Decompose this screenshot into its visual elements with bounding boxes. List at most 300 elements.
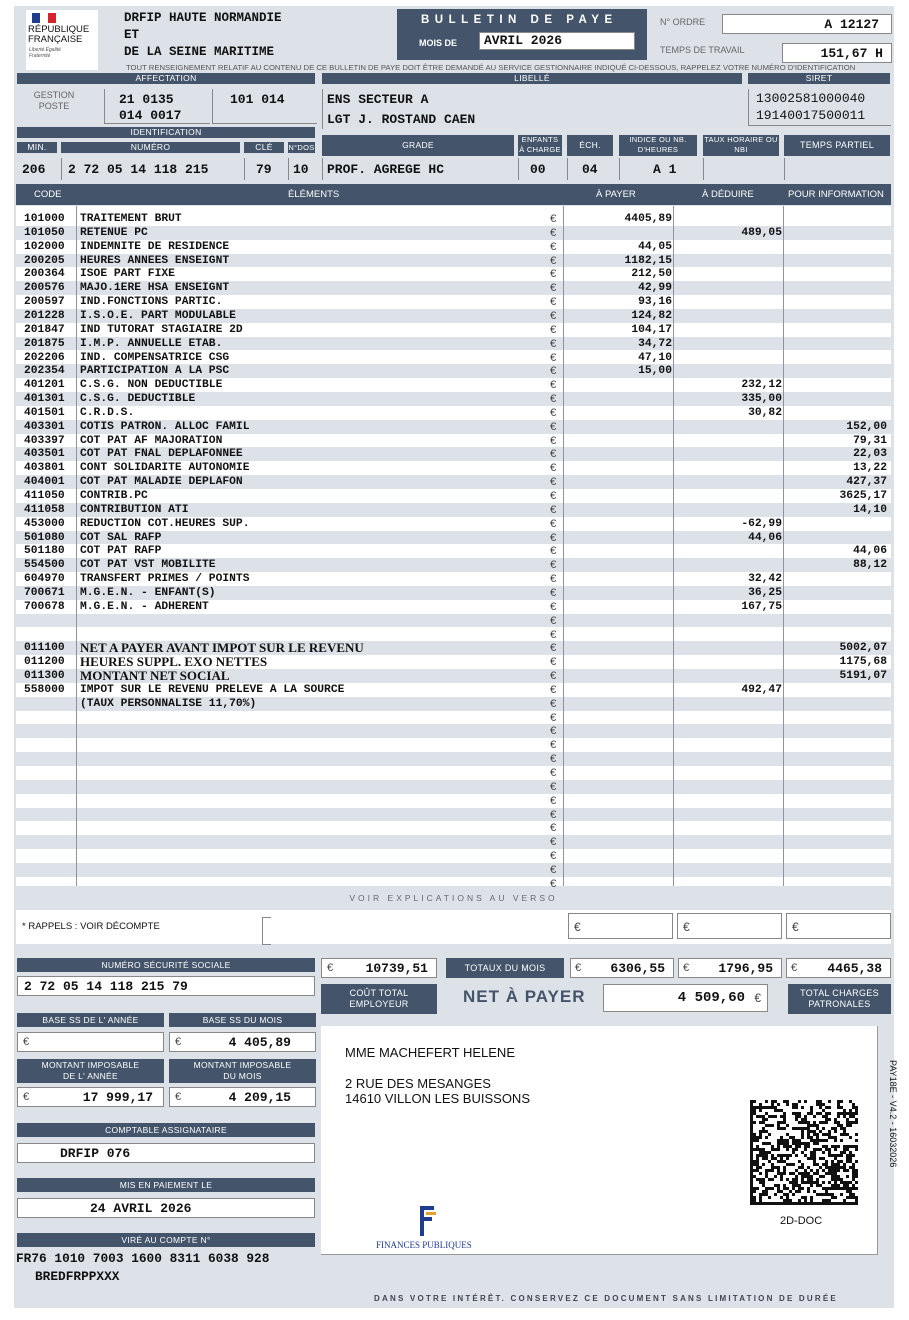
euro-sign: € [550, 282, 557, 295]
row-code: 201875 [24, 337, 65, 350]
row-payer: 1182,15 [624, 254, 672, 267]
col-line-3 [673, 206, 674, 886]
row-label: TRANSFERT PRIMES / POINTS [80, 573, 250, 586]
header-payer: À PAYER [596, 189, 636, 200]
2d-doc-label: 2D-DOC [780, 1215, 823, 1227]
euro-sign: € [327, 962, 334, 974]
euro-sign: € [550, 767, 557, 779]
euro-sign: € [550, 850, 557, 863]
table-row [16, 392, 891, 406]
row-payer: 34,72 [638, 337, 672, 350]
row-info: 5002,07 [839, 642, 887, 655]
table-row [16, 226, 891, 240]
euro-sign: € [550, 822, 557, 835]
euro-sign: € [550, 573, 557, 586]
org-line3: DE LA SEINE MARITIME [124, 45, 275, 59]
euro-sign: € [23, 1036, 30, 1048]
finances-logo-text: FINANCES PUBLIQUES [376, 1240, 472, 1250]
paiement-header: MIS EN PAIEMENT LE [17, 1178, 315, 1192]
table-row [16, 835, 891, 849]
id-sep-1 [61, 158, 62, 180]
row-payer: 15,00 [638, 365, 672, 378]
table-row [16, 821, 891, 835]
row-label: C.S.G. NON DEDUCTIBLE [80, 379, 223, 392]
2d-doc-barcode [750, 1100, 858, 1206]
euro-sign: € [550, 683, 557, 696]
imposable-mois-value: 4 209,15 [228, 1090, 291, 1105]
euro-sign: € [550, 877, 557, 890]
address-line1: 2 RUE DES MESANGES [345, 1076, 491, 1091]
row-code: 011300 [24, 670, 65, 683]
ordre-label: N° ORDRE [660, 17, 706, 27]
row-code: 200576 [24, 282, 65, 295]
table-row [16, 364, 891, 378]
euro-sign: € [574, 920, 581, 934]
affectation-header: AFFECTATION [17, 73, 315, 84]
row-code: 202354 [24, 365, 65, 378]
euro-sign: € [550, 476, 557, 489]
republique-logo [26, 10, 98, 70]
libelle-line2: LGT J. ROSTAND CAEN [327, 112, 476, 127]
bic-value: BREDFRPPXXX [35, 1269, 120, 1284]
row-label: HEURES ANNEES ENSEIGNT [80, 254, 230, 267]
row-code: 201847 [24, 323, 65, 336]
total-charges-label: TOTAL CHARGES PATRONALES [788, 984, 891, 1014]
euro-sign: € [175, 1036, 182, 1048]
euro-sign: € [550, 600, 557, 613]
affectation-code-3: 101 014 [230, 92, 285, 107]
logo-motto: Liberté Égalité Fraternité [29, 47, 61, 59]
euro-sign: € [550, 642, 557, 655]
euro-sign: € [550, 351, 557, 364]
cle-value: 79 [256, 162, 272, 177]
row-code: 403397 [24, 434, 65, 447]
finances-f-icon [412, 1204, 438, 1238]
enfants-header: ENFANTS À CHARGE [519, 135, 561, 154]
euro-sign: € [550, 531, 557, 544]
row-label: I.M.P. ANNUELLE ETAB. [80, 337, 223, 350]
row-code: 401301 [24, 393, 65, 406]
total-deduire-value: 1796,95 [718, 961, 773, 976]
notice-text: TOUT RENSEIGNEMENT RELATIF AU CONTENU DE CE BULLETIN DE PAYE DOIT ÊTRE DEMANDÉ AU SERVICE GESTIONNAIRE INDIQUÉ CI-DESSOUS, RAPPELEZ VOTRE NUMÉRO D'IDENTIFICATION [126, 63, 856, 72]
euro-sign: € [550, 656, 557, 669]
libelle-line1: ENS SECTEUR A [327, 92, 429, 107]
table-row [16, 295, 891, 309]
indice-header: INDICE OU NB. D'HEURES [619, 135, 697, 156]
euro-sign: € [550, 226, 557, 239]
table-row [16, 655, 891, 669]
row-info: 79,31 [853, 434, 887, 447]
row-code: 201228 [24, 309, 65, 322]
row-label: IMPOT SUR LE REVENU PRELEVE A LA SOURCE [80, 683, 345, 696]
table-row [16, 738, 891, 752]
rappels-bracket [262, 917, 271, 945]
row-deduire: 32,42 [748, 573, 782, 586]
euro-sign: € [550, 420, 557, 433]
identification-header: IDENTIFICATION [17, 127, 315, 138]
cout-total-value: 10739,51 [365, 961, 428, 976]
finances-publiques-logo [376, 1204, 476, 1254]
row-label: COT PAT RAFP [80, 545, 162, 558]
row-label: C.S.G. DEDUCTIBLE [80, 393, 196, 406]
table-row [16, 752, 891, 766]
euro-sign: € [550, 323, 557, 336]
row-label: TRAITEMENT BRUT [80, 213, 182, 225]
row-deduire: 489,05 [741, 226, 782, 239]
gestion-label [18, 90, 90, 112]
net-a-payer-value: 4 509,60 [677, 990, 745, 1006]
euro-sign: € [550, 517, 557, 530]
base-ss-mois-header: BASE SS DU MOIS [169, 1013, 316, 1027]
total-payer-value: 6306,55 [610, 961, 665, 976]
row-info: 14,10 [853, 503, 887, 516]
rappels-text: * RAPPELS : VOIR DÉCOMPTE [22, 921, 160, 932]
table-row [16, 586, 891, 600]
bulletin-title: BULLETIN DE PAYE [421, 14, 618, 26]
row-label: COT PAT AF MAJORATION [80, 434, 223, 447]
euro-sign: € [550, 254, 557, 267]
table-row [16, 849, 891, 863]
cle-header: CLÉ [244, 142, 284, 153]
bulletin-header [397, 9, 647, 60]
total-charges-value: 4465,38 [827, 961, 882, 976]
org-line2: ET [124, 28, 140, 42]
row-code: 404001 [24, 476, 65, 489]
euro-sign: € [550, 448, 557, 461]
gestion-label-1: GESTION [33, 90, 75, 100]
row-code: 200205 [24, 254, 65, 267]
euro-sign: € [550, 725, 557, 738]
libelle-header: LIBELLÉ [322, 73, 742, 84]
table-row [16, 212, 891, 226]
base-ss-annee-box [17, 1032, 164, 1052]
euro-sign: € [550, 213, 557, 225]
table-row [16, 461, 891, 475]
row-label: (TAUX PERSONNALISE 11,70%) [80, 697, 257, 710]
table-row [16, 600, 891, 614]
grade-header: GRADE [322, 135, 514, 156]
table-row [16, 406, 891, 420]
row-payer: 47,10 [638, 351, 672, 364]
logo-line2: FRANÇAISE [28, 34, 83, 45]
header-elements: ÉLÉMENTS [288, 189, 340, 200]
row-payer: 104,17 [631, 323, 672, 336]
row-deduire: -62,99 [741, 517, 782, 530]
row-deduire: 44,06 [748, 531, 782, 544]
table-row [16, 503, 891, 517]
min-header: MIN. [17, 142, 57, 153]
base-ss-annee-header: BASE SS DE L' ANNÉE [17, 1013, 164, 1027]
org-line1: DRFIP HAUTE NORMANDIE [124, 11, 282, 25]
total-deduire-box [678, 958, 782, 978]
row-code: 401201 [24, 379, 65, 392]
euro-sign: € [550, 780, 557, 793]
ndos-value: 10 [293, 162, 309, 177]
row-info: 5191,07 [839, 670, 887, 683]
imposable-annee-header: MONTANT IMPOSABLE DE L' ANNÉE [17, 1059, 164, 1083]
euro-sign: € [550, 268, 557, 281]
euro-sign: € [550, 586, 557, 599]
row-code: 200364 [24, 268, 65, 281]
euro-sign: € [550, 739, 557, 752]
euro-sign: € [550, 670, 557, 683]
base-ss-mois-value: 4 405,89 [228, 1035, 291, 1050]
row-payer: 4405,89 [624, 213, 672, 225]
table-row [16, 267, 891, 281]
row-code: 011100 [24, 642, 65, 655]
imposable-mois-header: MONTANT IMPOSABLE DU MOIS [169, 1059, 316, 1083]
row-label: INDEMNITE DE RESIDENCE [80, 240, 230, 253]
address-line2: 14610 VILLON LES BUISSONS [345, 1091, 530, 1106]
net-a-payer-box [603, 984, 768, 1012]
siret-header: SIRET [748, 73, 890, 84]
row-payer: 44,05 [638, 240, 672, 253]
row-label: ISOE PART FIXE [80, 268, 175, 281]
grade-value: PROF. AGREGE HC [327, 162, 445, 177]
euro-sign: € [550, 503, 557, 516]
table-row [16, 711, 891, 725]
euro-sign: € [550, 406, 557, 419]
table-row [16, 489, 891, 503]
row-label: M.G.E.N. - ADHERENT [80, 600, 209, 613]
row-info: 1175,68 [839, 656, 887, 669]
siret-line2: 19140017500011 [756, 108, 866, 123]
table-row [16, 447, 891, 461]
side-code: PAY18E - V4.2 - 16032026 [888, 1060, 898, 1168]
imposable-annee-value: 17 999,17 [82, 1090, 153, 1105]
euro-sign: € [550, 434, 557, 447]
affectation-code-2: 014 0017 [119, 108, 182, 123]
euro-sign: € [683, 920, 690, 934]
row-info: 88,12 [853, 559, 887, 572]
table-row [16, 780, 891, 794]
euro-sign: € [550, 462, 557, 475]
row-code: 501180 [24, 545, 65, 558]
euro-sign: € [175, 1091, 182, 1103]
table-row [16, 697, 891, 711]
table-row [16, 281, 891, 295]
euro-sign: € [550, 559, 557, 572]
row-code: 411050 [24, 490, 65, 502]
row-code: 700678 [24, 600, 65, 613]
row-code: 453000 [24, 517, 65, 530]
row-info: 3625,17 [839, 490, 887, 502]
table-row [16, 614, 891, 628]
row-label: I.S.O.E. PART MODULABLE [80, 309, 236, 322]
row-code: 202206 [24, 351, 65, 364]
iban-value: FR76 1010 7003 1600 8311 6038 928 [16, 1251, 270, 1266]
row-label: MAJO.1ERE HSA ENSEIGNT [80, 282, 230, 295]
paiement-value: 24 AVRIL 2026 [17, 1198, 315, 1218]
numero-value: 2 72 05 14 118 215 [68, 162, 209, 177]
row-label: M.G.E.N. - ENFANT(S) [80, 586, 216, 599]
row-deduire: 492,47 [741, 683, 782, 696]
imposable-annee-box [17, 1087, 164, 1107]
table-row [16, 544, 891, 558]
row-label: COT PAT MALADIE DEPLAFON [80, 476, 243, 489]
row-code: 101000 [24, 213, 65, 225]
row-label: RETENUE PC [80, 226, 148, 239]
total-charges-box [786, 958, 891, 978]
euro-sign: € [550, 711, 557, 724]
row-label: NET A PAYER AVANT IMPOT SUR LE REVENU [80, 640, 364, 656]
2d-doc-barcode-icon [750, 1100, 858, 1206]
row-code: 558000 [24, 683, 65, 696]
euro-sign: € [550, 379, 557, 392]
row-code: 554500 [24, 559, 65, 572]
euro-sign: € [550, 808, 557, 821]
temps-label: TEMPS DE TRAVAIL [660, 45, 745, 55]
row-payer: 212,50 [631, 268, 672, 281]
row-code: 102000 [24, 240, 65, 253]
verso-text: VOIR EXPLICATIONS AU VERSO [349, 893, 558, 903]
row-info: 22,03 [853, 448, 887, 461]
table-row [16, 309, 891, 323]
grade-row-separators [322, 158, 890, 180]
row-label: CONT SOLIDARITE AUTONOMIE [80, 462, 250, 475]
table-row [16, 766, 891, 780]
euro-sign: € [683, 962, 690, 974]
row-payer: 124,82 [631, 309, 672, 322]
table-row [16, 420, 891, 434]
affectation-code-1: 21 0135 [119, 92, 174, 107]
row-label: IND. COMPENSATRICE CSG [80, 351, 230, 364]
row-code: 700671 [24, 586, 65, 599]
table-row [16, 434, 891, 448]
table-row [16, 683, 891, 697]
row-code: 200597 [24, 296, 65, 309]
euro-sign: € [23, 1091, 30, 1103]
cout-total-box [321, 958, 437, 978]
header-code: CODE [34, 189, 62, 200]
euro-sign: € [550, 863, 557, 876]
net-a-payer-label: NET À PAYER [463, 987, 586, 1006]
ordre-value: A 12127 [722, 14, 892, 34]
table-row [16, 641, 891, 655]
min-value: 206 [22, 162, 46, 177]
euro-sign: € [550, 545, 557, 558]
table-row [16, 724, 891, 738]
row-label: CONTRIBUTION ATI [80, 503, 189, 516]
row-payer: 42,99 [638, 282, 672, 295]
row-code: 501080 [24, 531, 65, 544]
row-payer: 93,16 [638, 296, 672, 309]
row-deduire: 232,12 [741, 379, 782, 392]
imposable-mois-box [169, 1087, 316, 1107]
row-info: 427,37 [846, 476, 887, 489]
id-sep-2 [244, 158, 245, 180]
row-label: IND.FONCTIONS PARTIC. [80, 296, 223, 309]
row-deduire: 167,75 [741, 600, 782, 613]
row-code: 403301 [24, 420, 65, 433]
table-row [16, 323, 891, 337]
euro-sign: € [550, 628, 557, 641]
row-label: PARTICIPATION A LA PSC [80, 365, 230, 378]
table-row [16, 794, 891, 808]
euro-sign: € [791, 962, 798, 974]
row-code: 401501 [24, 406, 65, 419]
euro-sign: € [550, 614, 557, 627]
comptable-value: DRFIP 076 [17, 1143, 315, 1163]
table-row [16, 863, 891, 877]
table-row [16, 808, 891, 822]
row-label: REDUCTION COT.HEURES SUP. [80, 517, 250, 530]
row-deduire: 30,82 [748, 406, 782, 419]
euro-sign: € [754, 991, 761, 1005]
totaux-label: TOTAUX DU MOIS [446, 958, 564, 978]
table-row [16, 531, 891, 545]
row-label: IND TUTORAT STAGIAIRE 2D [80, 323, 243, 336]
header-deduire: À DÉDUIRE [702, 189, 754, 200]
euro-sign: € [550, 240, 557, 253]
euro-sign: € [550, 309, 557, 322]
row-code: 403801 [24, 462, 65, 475]
header-info: POUR INFORMATION [788, 189, 884, 200]
table-row [16, 558, 891, 572]
mois-value: AVRIL 2026 [479, 32, 635, 50]
compte-header: VIRÉ AU COMPTE N° [17, 1233, 315, 1247]
table-row [16, 351, 891, 365]
logo-line1: RÉPUBLIQUE [28, 24, 90, 35]
row-label: HEURES SUPPL. EXO NETTES [80, 654, 268, 670]
comptable-header: COMPTABLE ASSIGNATAIRE [17, 1123, 315, 1137]
temps-value: 151,67 H [782, 43, 892, 63]
row-label: CONTRIB.PC [80, 490, 148, 502]
payslip-table [16, 206, 891, 890]
row-deduire: 335,00 [741, 393, 782, 406]
row-deduire: 36,25 [748, 586, 782, 599]
secu-value: 2 72 05 14 118 215 79 [17, 976, 315, 996]
table-row [16, 517, 891, 531]
col-line-4 [783, 206, 784, 886]
ech-header: ÉCH. [567, 135, 613, 156]
cout-total-label: COÛT TOTAL EMPLOYEUR [321, 984, 437, 1014]
base-ss-mois-box [169, 1032, 316, 1052]
row-info: 13,22 [853, 462, 887, 475]
row-info: 152,00 [846, 420, 887, 433]
table-row [16, 669, 891, 683]
table-row [16, 475, 891, 489]
id-sep-3 [288, 158, 289, 180]
euro-sign: € [575, 962, 582, 974]
ech-value: 04 [582, 162, 598, 177]
marianne-flag-icon [32, 13, 56, 23]
taux-header: TAUX HORAIRE OU NBI [704, 135, 778, 154]
table-header [16, 184, 891, 205]
row-label: COT PAT FNAL DEPLAFONNEE [80, 448, 243, 461]
euro-sign: € [550, 393, 557, 406]
table-row [16, 628, 891, 642]
row-label: COT SAL RAFP [80, 531, 162, 544]
mois-label: MOIS DE [419, 38, 458, 48]
numero-header: NUMÉRO [61, 142, 240, 153]
euro-sign: € [550, 490, 557, 502]
row-code: 411058 [24, 503, 65, 516]
row-code: 604970 [24, 573, 65, 586]
gestion-label-2: POSTE [38, 101, 70, 111]
euro-sign: € [550, 337, 557, 350]
euro-sign: € [550, 697, 557, 710]
row-label: MONTANT NET SOCIAL [80, 668, 230, 684]
org-name [124, 10, 282, 61]
row-code: 403501 [24, 448, 65, 461]
recipient-name: MME MACHEFERT HELENE [345, 1045, 515, 1060]
row-code: 011200 [24, 656, 65, 669]
euro-sign: € [550, 753, 557, 766]
row-label: COT PAT VST MOBILITE [80, 559, 216, 572]
col-line-1 [76, 206, 77, 886]
euro-sign: € [792, 920, 799, 934]
